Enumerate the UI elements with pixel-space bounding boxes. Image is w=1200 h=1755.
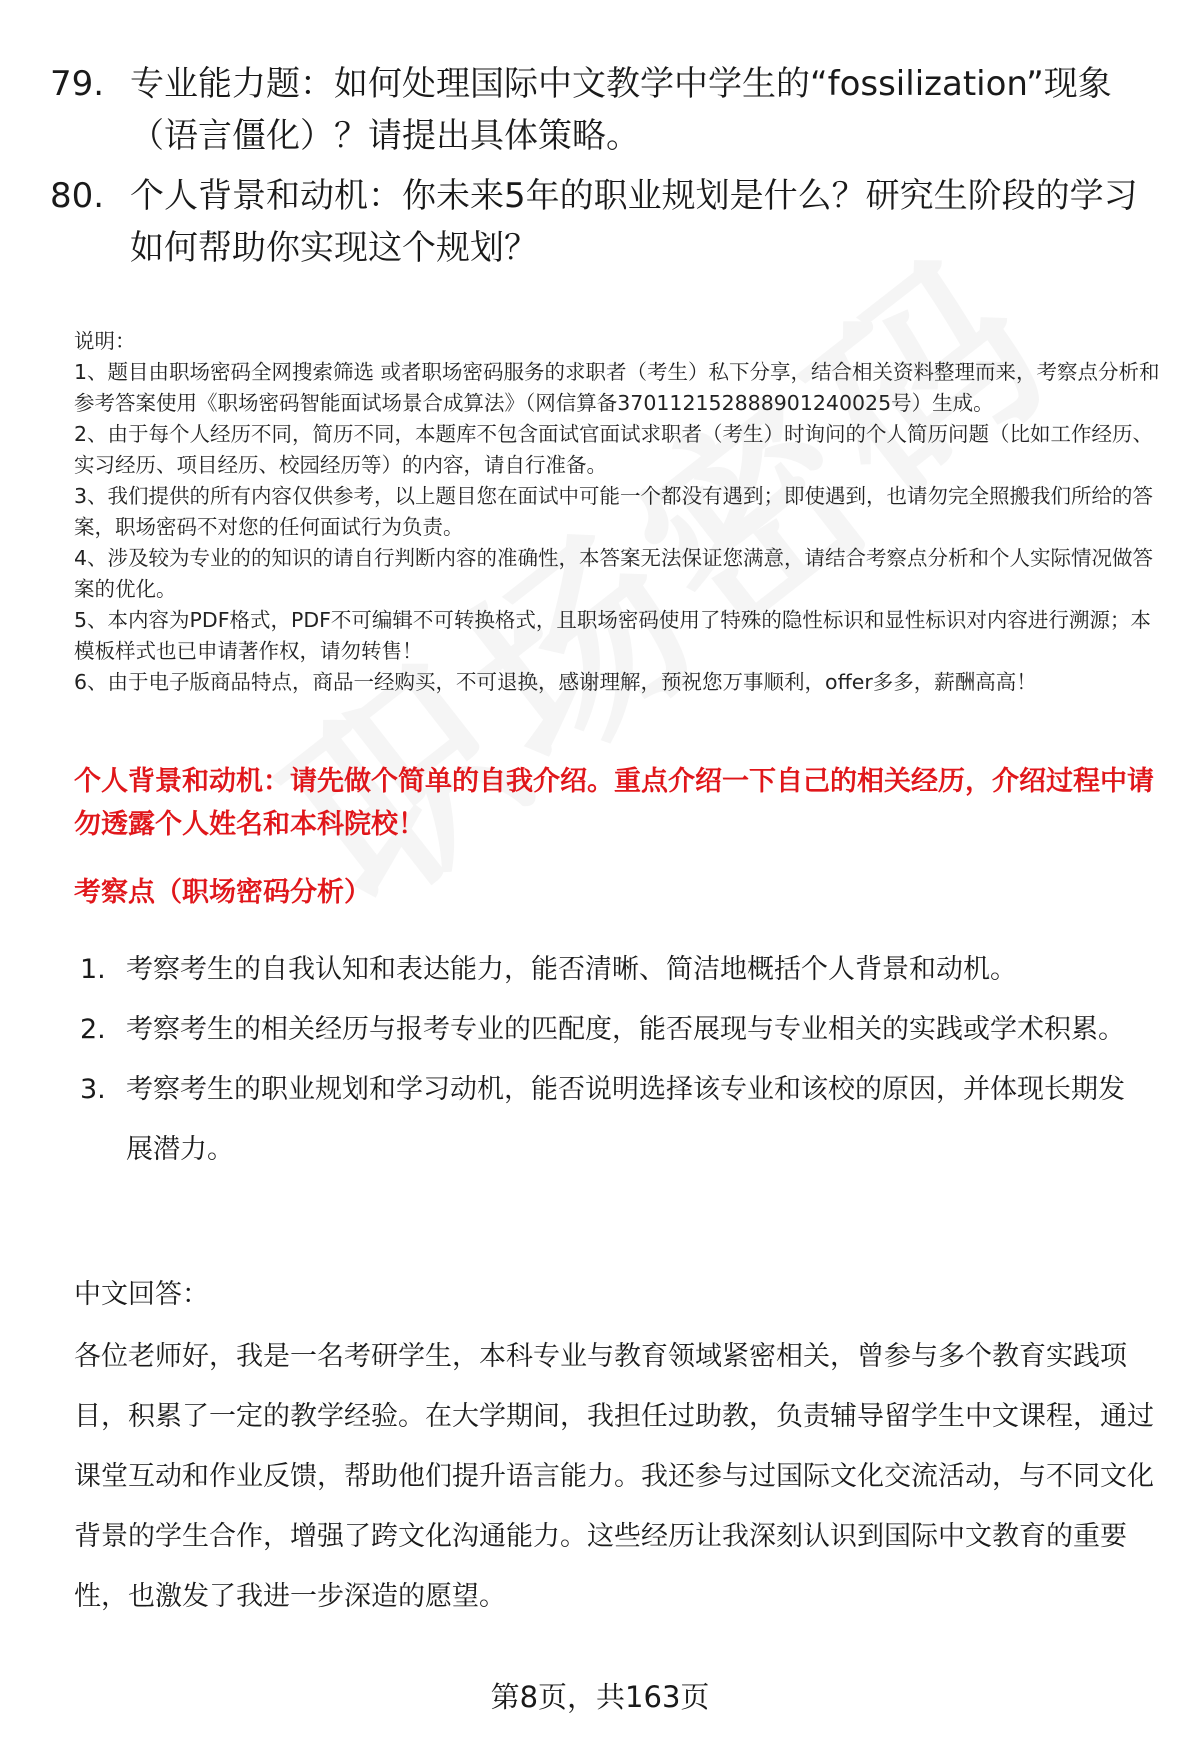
point-number: 2.	[80, 1014, 106, 1045]
notes-section	[74, 326, 1164, 698]
question-number: 79.	[50, 64, 105, 104]
point-text: 考察考生的职业规划和学习动机，能否说明选择该专业和该校的原因，并体现长期发展潜力。	[126, 1074, 1125, 1165]
point-text: 考察考生的相关经历与报考专业的匹配度，能否展现与专业相关的实践或学术积累。	[126, 1014, 1125, 1045]
note-item: 4、涉及较为专业的的知识的请自行判断内容的准确性，本答案无法保证您满意，请结合考察点分析和个人实际情况做答案的优化。	[74, 546, 1154, 601]
note-item: 5、本内容为PDF格式，PDF不可编辑不可转换格式，且职场密码使用了特殊的隐性标识和显性标识对内容进行溯源；本模板样式也已申请著作权，请勿转售！	[74, 608, 1151, 663]
point-number: 1.	[80, 954, 106, 985]
analysis-heading: 考察点（职场密码分析）	[74, 877, 371, 908]
analysis-point	[80, 1000, 1150, 1060]
question-79	[50, 58, 1160, 162]
analysis-points	[80, 940, 1150, 1180]
page-footer: 第8页，共163页	[490, 1680, 710, 1714]
point-text: 考察考生的自我认知和表达能力，能否清晰、简洁地概括个人背景和动机。	[126, 954, 1017, 985]
answer-text: 各位老师好，我是一名考研学生，本科专业与教育领域紧密相关，曾参与多个教育实践项目，积累了一定的教学经验。在大学期间，我担任过助教，负责辅导留学生中文课程，通过课堂互动和作业反馈，帮助他们提升语言能力。我还参与过国际文化交流活动，与不同文化背景的学生合作，增强了跨文化沟通能力。这些经历让我深刻认识到国际中文教育的重要性，也激发了我进一步深造的愿望。	[74, 1341, 1154, 1612]
note-item: 1、题目由职场密码全网搜索筛选 或者职场密码服务的求职者（考生）私下分享，结合相关资料整理而来，考察点分析和参考答案使用《职场密码智能面试场景合成算法》（网信算备370112152888901240025号）生成。	[74, 360, 1160, 415]
analysis-point	[80, 940, 1150, 1000]
interview-question: 个人背景和动机：请先做个简单的自我介绍。重点介绍一下自己的相关经历，介绍过程中请勿透露个人姓名和本科院校！	[74, 766, 1154, 840]
point-number: 3.	[80, 1074, 106, 1105]
question-text: 专业能力题：如何处理国际中文教学中学生的“fossilization”现象（语言僵化）？请提出具体策略。	[130, 64, 1112, 156]
analysis-point	[80, 1060, 1150, 1180]
question-80	[50, 170, 1160, 274]
note-item: 2、由于每个人经历不同，简历不同，本题库不包含面试官面试求职者（考生）时询问的个人简历问题（比如工作经历、实习经历、项目经历、校园经历等）的内容，请自行准备。	[74, 422, 1154, 477]
question-text: 个人背景和动机：你未来5年的职业规划是什么？研究生阶段的学习如何帮助你实现这个规划？	[130, 176, 1138, 268]
answer-heading: 中文回答：	[74, 1279, 209, 1310]
note-item: 3、我们提供的所有内容仅供参考，以上题目您在面试中可能一个都没有遇到；即使遇到，也请勿完全照搬我们所给的答案，职场密码不对您的任何面试行为负责。	[74, 484, 1154, 539]
notes-title: 说明：	[74, 329, 136, 353]
question-number: 80.	[50, 176, 105, 216]
note-item: 6、由于电子版商品特点，商品一经购买，不可退换，感谢理解，预祝您万事顺利，offer多多，薪酬高高！	[74, 670, 1037, 694]
